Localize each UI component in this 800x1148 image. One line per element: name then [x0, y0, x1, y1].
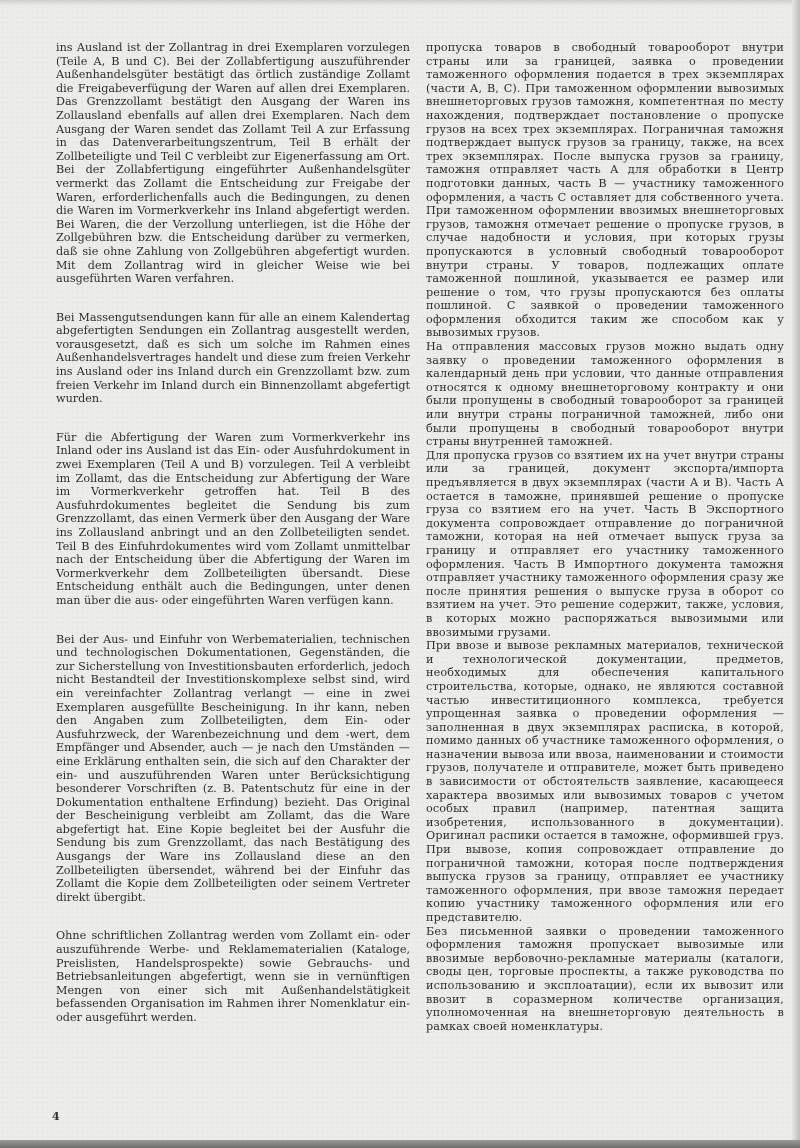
page-top-edge	[0, 0, 800, 6]
german-text-column	[56, 41, 410, 1050]
russian-paragraph-3: Для пропуска грузов со взятием их на учет внутри страны или за границей, документ экспорта/импорта предъявляется в двух экземплярах (части А и В). Часть А остается в таможне, принявшей решение о пропуске груза со взятием его на учет. Часть В Экспортного документа сопровождает отправление до пограничной таможни, которая на ней отмечает выпуск груза за границу и отправляет его участнику таможенного оформления. Часть В Импортного документа таможня отправляет участнику таможенного оформления сразу же после принятия решения о выпуске груза в оборот со взятием на учет. Это решение содержит, также, условия, в которых можно распоряжаться вывозимыми или ввозимыми грузами.	[426, 448, 784, 639]
russian-paragraph-4: При ввозе и вывозе рекламных материалов, технической и технологической документации, предметов, необходимых для обеспечения капитального строительства, которые, однако, не являются составной частью инвеститиционного комплекса, требуется упрощенная заявка о проведении оформления — заполненная в двух экземплярах расписка, в которой, помимо данных об участнике таможенного оформления, о назначении вывоза или ввоза, наименовании и стоимости грузов, получателе и отправителе, может быть приведено в зависимости от обстоятельств заявление, касающееся характера ввозимых или вывозимых товаров с учетом особых правил (например, патентная защита изобретения, использованного в документации). Оригинал распики остается в таможне, оформившей груз. При вывозе, копия сопровождает отправление до пограничной таможни, которая после подтверждения выпуска грузов за границу, отправляет ее участнику таможенного оформления, при ввозе таможня передает копию участнику таможенного оформления или его представителю.	[426, 639, 784, 924]
page-bottom-edge	[0, 1140, 800, 1148]
russian-text-column	[426, 41, 784, 1033]
german-paragraph-3: Für die Abfertigung der Waren zum Vormerkverkehr ins Inland oder ins Ausland ist das Ein- oder Ausfuhrdokument in zwei Exemplaren (Teil A und B) vorzulegen. Teil A verbleibt im Zollamt, das die Entscheidung zur Abfertigung der Ware im Vormerkverkehr getroffen hat. Teil B des Ausfuhrdokumentes begleitet die Sendung bis zum Grenzzollamt, das einen Vermerk über den Ausgang der Ware ins Zollausland anbringt und an den Zollbeteiligten sendet. Teil B des Einfuhrdokumentes wird vom Zollamt unmittelbar nach der Entscheidung über die Abfertigung der Waren im Vormerkverkehr dem Zollbeteiligten übersandt. Diese Entscheidung enthält auch die Bedingungen, unter denen man über die aus- oder eingeführten Waren verfügen kann.	[56, 430, 410, 607]
german-paragraph-2: Bei Massengutsendungen kann für alle an einem Kalendertag abgefertigten Sendungen ein Zollantrag ausgestellt werden, vorausgesetzt, daß es sich um solche im Rahmen eines Außenhandelsvertrages handelt und diese zum freien Verkehr ins Ausland oder ins Inland durch ein Grenzzollamt bzw. zum freien Verkehr im Inland durch ein Binnenzollamt abgefertigt wurden.	[56, 310, 410, 406]
page-right-edge	[792, 0, 800, 1140]
russian-paragraph-5: Без письменной заявки о проведении таможенного оформления таможня пропускает вывозимые или ввозимые вербовочно-рекламные материалы (каталоги, своды цен, торговые проспекты, а также руководства по использованию и эксплоатации), если их вывозит или ввозит в соразмерном количестве организация, уполномоченная на внешнеторговую деятельность в рамках своей номенклатуры.	[426, 924, 784, 1033]
russian-paragraph-1: пропуска товаров в свободный товарооборот внутри страны или за границей, заявка о проведении таможенного оформления подается в трех экземплярах (части А, В, С). При таможенном оформлении вывозимых внешнеторговых грузов таможня, компетентная по месту нахождения, подтверждает постановление о пропуске грузов на всех трех экземплярах. Пограничная таможня подтверждает выпуск грузов за границу, также, на всех трех экземплярах. После выпуска грузов за границу, таможня отправляет часть А для обработки в Центр подготовки данных, часть В — участнику таможенного оформления, а часть С оставляет для собственного учета. При таможенном оформлении ввозимых внешнеторговых грузов, таможня отмечает решение о пропуске грузов, в случае надобности и условия, при которых грузы пропускаются в условный свободный товарооборот внутри страны. У товаров, подлежащих оплате таможенной пошлиной, указывается ее размер или решение о том, что грузы пропускаются без оплаты пошлиной. С заявкой о проведении таможенного оформления обходится таким же способом как у вывозимых грузов.	[426, 41, 784, 340]
german-paragraph-1: ins Ausland ist der Zollantrag in drei Exemplaren vorzulegen (Teile A, B und C). Bei der Zollabfertigung auszuführender Außenhandelsgüter bestätigt das örtlich zuständige Zollamt die Freigabeverfügung der Waren auf allen drei Exemplaren. Das Grenzzollamt bestätigt den Ausgang der Waren ins Zollausland ebenfalls auf allen drei Exemplaren. Nach dem Ausgang der Waren sendet das Zollamt Teil A zur Erfassung in das Datenverarbeitungszentrum, Teil B erhält der Zollbeteiligte und Teil C verbleibt zur Eigenerfassung am Ort. Bei der Zollabfertigung eingeführter Außenhandelsgüter vermerkt das Zollamt die Entscheidung zur Freigabe der Waren, erforderlichenfalls auch die Bedingungen, zu denen die Waren im Vormerkverkehr ins Inland abgefertigt werden. Bei Waren, die der Verzollung unterliegen, ist die Höhe der Zollgebühren bzw. die Entscheidung darüber zu vermerken, daß sie ohne Zahlung von Zollgebühren abgefertigt wurden. Mit dem Zollantrag wird in gleicher Weise wie bei ausgeführten Waren verfahren.	[56, 41, 410, 286]
russian-paragraph-2: На отправления массовых грузов можно выдать одну заявку о проведении таможенного оформления в календарный день при условии, что данные отправления относятся к одному внешнеторговому контракту и они были пропущены в свободный товарооборот за границей или внутри страны пограничной таможней, либо они были пропущены в свободный товарооборот внутри страны внутренней таможней.	[426, 340, 784, 449]
german-paragraph-4: Bei der Aus- und Einfuhr von Werbematerialien, technischen und technologischen Dokumentationen, Gegenständen, die zur Sicherstellung von Investitionsbauten erforderlich, jedoch nicht Bestandteil der Investitionskomplexe selbst sind, wird ein vereinfachter Zollantrag verlangt — eine in zwei Exemplaren ausgefüllte Bescheinigung. In ihr kann, neben den Angaben zum Zollbeteiligten, dem Ein- oder Ausfuhrzweck, der Warenbezeichnung und dem -wert, dem Empfänger und Absender, auch — je nach den Umständen — eine Erklärung enthalten sein, die sich auf den Charakter der ein- und auszuführenden Waren unter Berücksichtigung besonderer Vorschriften (z. B. Patentschutz für eine in der Dokumentation enthaltene Erfindung) bezieht. Das Original der Bescheinigung verbleibt am Zollamt, das die Ware abgefertigt hat. Eine Kopie begleitet bei der Ausfuhr die Sendung bis zum Grenzzollamt, das nach Bestätigung des Ausgangs der Ware ins Zollausland diese an den Zollbeteiligten übersendet, während bei der Einfuhr das Zollamt die Kopie dem Zollbeteiligten oder seinem Vertreter direkt übergibt.	[56, 632, 410, 904]
page-number: 4	[52, 1110, 60, 1123]
german-paragraph-5: Ohne schriftlichen Zollantrag werden vom Zollamt ein- oder auszuführende Werbe- und Reklamematerialien (Kataloge, Preislisten, Handelsprospekte) sowie Gebrauchs- und Betriebsanleitungen abgefertigt, wenn sie in vernünftigen Mengen von einer sich mit Außenhandelstätigkeit befassenden Organisation im Rahmen ihrer Nomenklatur ein- oder ausgeführt werden.	[56, 929, 410, 1024]
